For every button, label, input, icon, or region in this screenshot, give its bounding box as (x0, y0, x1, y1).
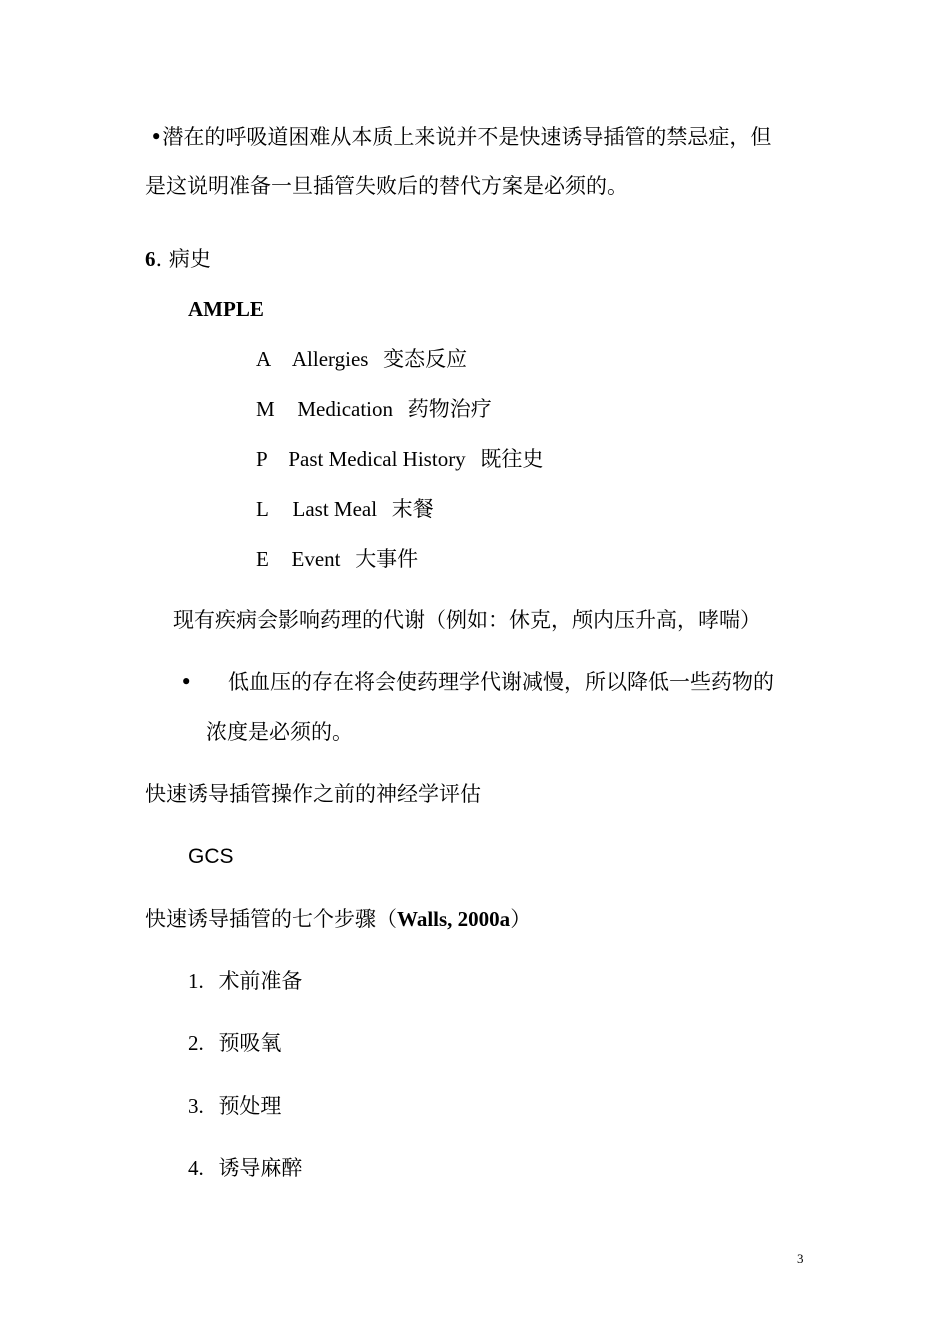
disease-note: 现有疾病会影响药理的代谢（例如：休克，颅内压升高，哮喘） (173, 608, 761, 632)
bullet: • (150, 125, 163, 149)
ample-english: Allergies (291, 347, 369, 371)
intro-line-2: 是这说明准备一旦插管失败后的替代方案是必须的。 (145, 174, 628, 198)
step-label: 预吸氧 (218, 1031, 282, 1055)
step-item (188, 967, 302, 995)
step-number: 1. (188, 969, 204, 993)
step-number: 4. (188, 1156, 204, 1180)
ample-item (256, 395, 492, 423)
citation: Walls, 2000a (397, 907, 511, 931)
ample-item (256, 445, 543, 473)
intro-text-1: 潜在的呼吸道困难从本质上来说并不是快速诱导插管的禁忌症，但 (162, 125, 772, 149)
intro-line-1 (150, 123, 771, 151)
ample-chinese: 药物治疗 (407, 397, 492, 421)
ample-item (256, 345, 467, 373)
step-item (188, 1154, 302, 1182)
step-label: 预处理 (218, 1094, 282, 1118)
ample-chinese: 大事件 (355, 547, 419, 571)
hypotension-bullet: • (180, 670, 193, 694)
ample-heading: AMPLE (188, 297, 264, 321)
step-label: 术前准备 (218, 969, 303, 993)
section-number: 6 (145, 247, 156, 271)
ample-letter: M (256, 397, 275, 421)
gcs-label: GCS (188, 845, 234, 868)
ample-english: Medication (297, 397, 394, 421)
steps-heading (145, 905, 531, 933)
section-separator: . (155, 247, 163, 271)
steps-heading-close: ） (510, 907, 532, 931)
ample-english: Last Meal (292, 497, 378, 521)
step-item (188, 1029, 281, 1057)
section-title: 病史 (168, 247, 211, 271)
step-item (188, 1092, 281, 1120)
step-number: 2. (188, 1031, 204, 1055)
ample-letter: E (256, 547, 269, 571)
step-number: 3. (188, 1094, 204, 1118)
page-number: 3 (797, 1251, 804, 1266)
ample-chinese: 变态反应 (383, 347, 468, 371)
ample-english: Past Medical History (288, 447, 466, 471)
step-label: 诱导麻醉 (218, 1156, 303, 1180)
neuro-heading: 快速诱导插管操作之前的神经学评估 (145, 782, 481, 806)
ample-letter: A (256, 347, 272, 371)
ample-item (256, 545, 418, 573)
ample-letter: P (256, 447, 268, 471)
hypotension-line-1: 低血压的存在将会使药理学代谢减慢，所以降低一些药物的 (228, 670, 774, 694)
ample-item (256, 495, 434, 523)
ample-english: Event (291, 547, 341, 571)
hypotension-line-2: 浓度是必须的。 (206, 720, 353, 744)
ample-chinese: 既往史 (480, 447, 544, 471)
steps-heading-text: 快速诱导插管的七个步骤（ (145, 907, 397, 931)
section-heading (145, 245, 211, 273)
ample-chinese: 末餐 (391, 497, 434, 521)
ample-letter: L (256, 497, 269, 521)
